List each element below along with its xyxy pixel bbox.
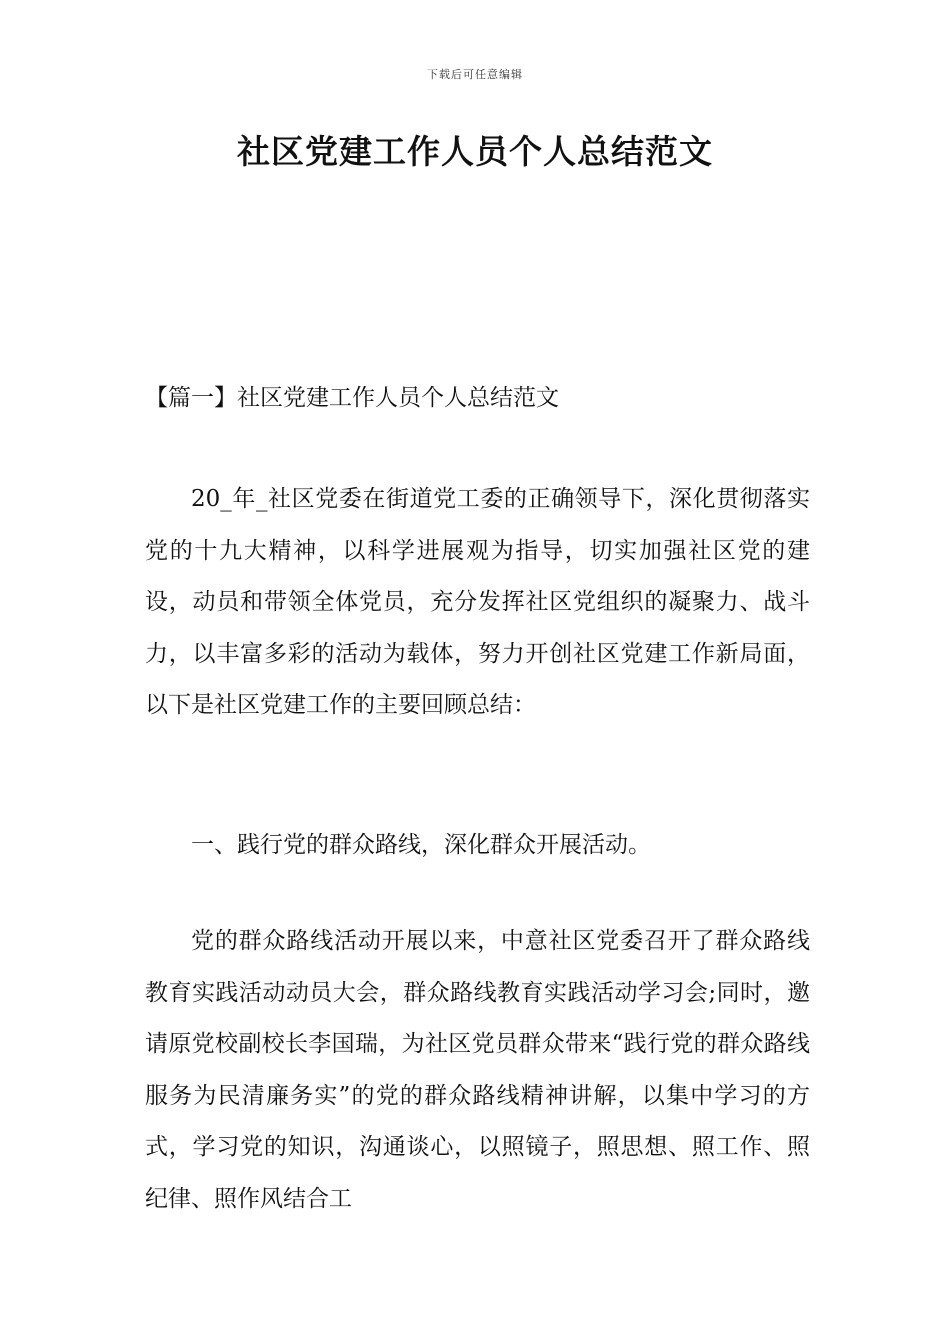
document-title: 社区党建工作人员个人总结范文 xyxy=(237,132,713,171)
body-paragraph-intro: 20_年_社区党委在街道党工委的正确领导下，深化贯彻落实党的十九大精神，以科学进展观为指导，切实加强社区党的建设，动员和带领全体党员，充分发挥社区党组织的凝聚力、战斗力，以丰富多彩的活动为载体，努力开创社区党建工作新局面，以下是社区党建工作的主要回顾总结： xyxy=(145,486,810,719)
body-paragraph-subheading: 一、践行党的群众路线，深化群众开展活动。 xyxy=(191,832,651,858)
header-note: 下载后可任意编辑 xyxy=(427,68,523,81)
body-paragraph-mass-line: 党的群众路线活动开展以来，中意社区党委召开了群众路线教育实践活动动员大会，群众路线教育实践活动学习会;同时，邀请原党校副校长李国瑞，为社区党员群众带来“践行党的群众路线服务为民清廉务实”的党的群众路线精神讲解，以集中学习的方式，学习党的知识，沟通谈心，以照镜子，照思想、照工作、照纪律、照作风结合工 xyxy=(145,928,810,1212)
section-heading: 【篇一】社区党建工作人员个人总结范文 xyxy=(145,385,559,411)
